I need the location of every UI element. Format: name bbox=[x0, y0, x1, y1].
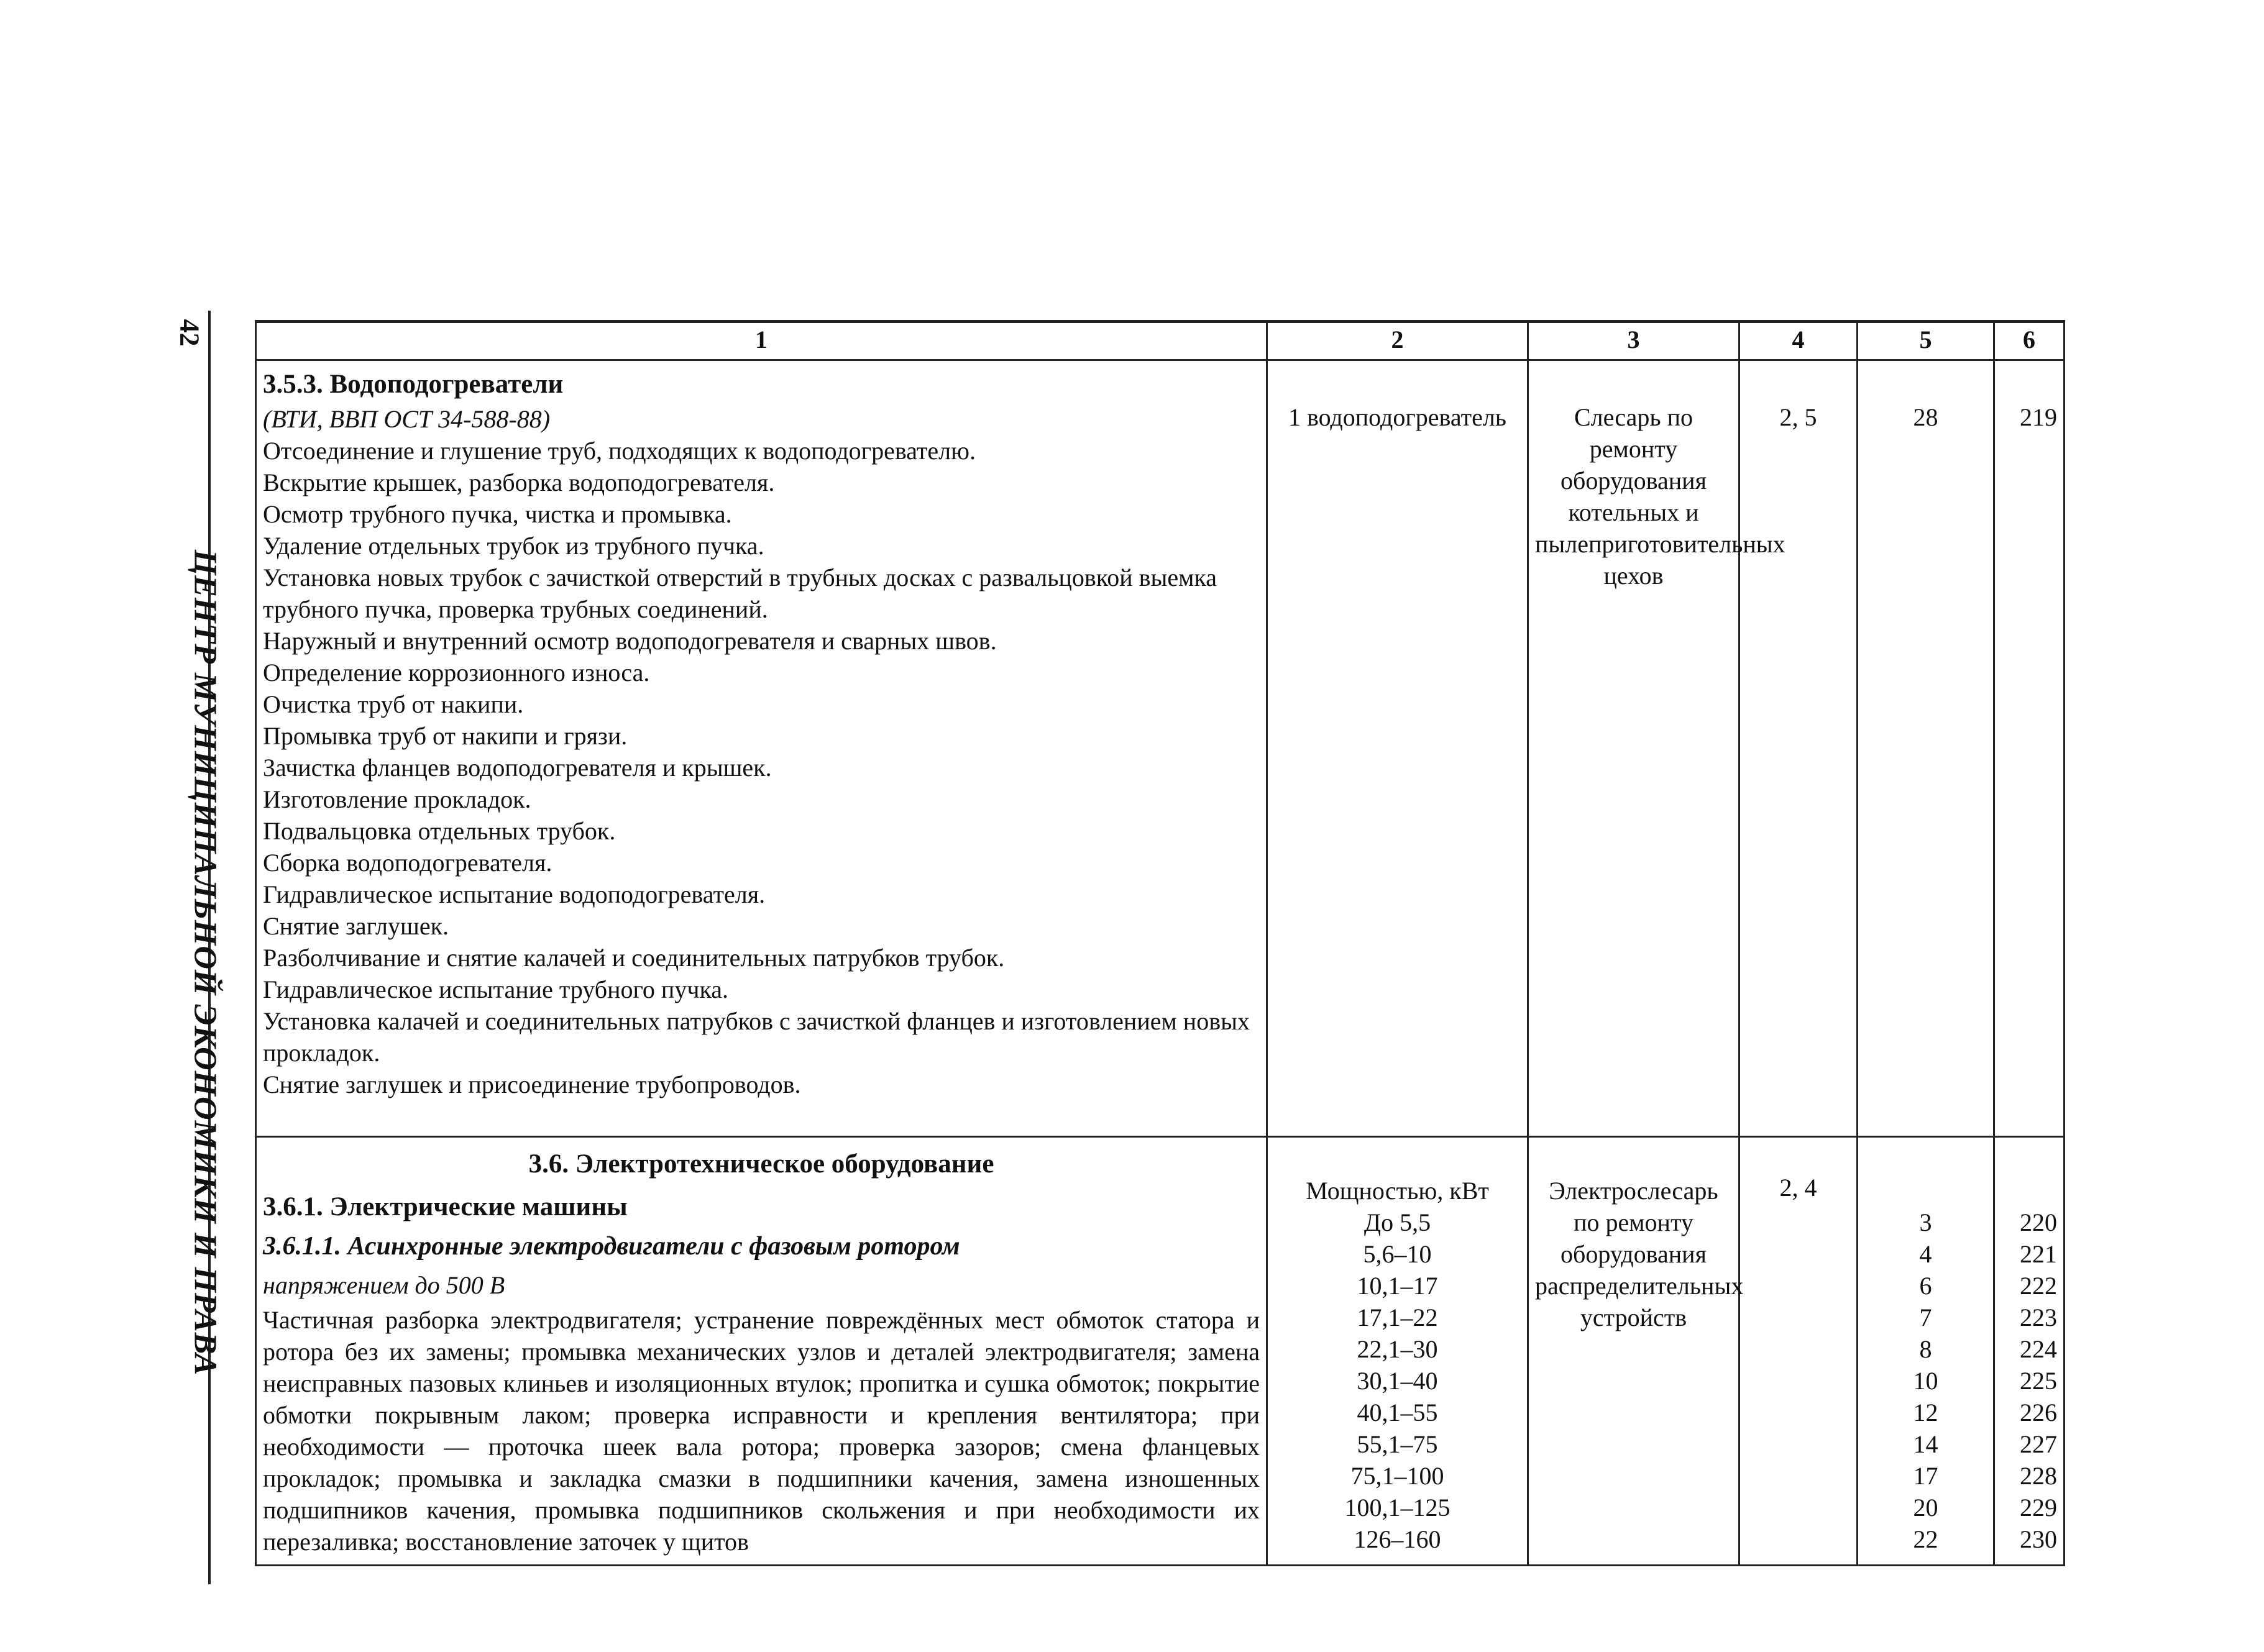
worker-cell: Электрослесарь по ремонту оборудования распределительных устройств bbox=[1528, 1137, 1739, 1566]
section-subtitle: (ВТИ, ВВП ОСТ 34-588-88) bbox=[263, 405, 551, 433]
norm-cell: 28 bbox=[1858, 360, 1994, 1137]
list-item: 3 bbox=[1919, 1208, 1932, 1236]
list-item: Зачистка фланцев водоподогревателя и крышек. bbox=[263, 754, 772, 782]
norms-cell bbox=[1858, 1137, 1994, 1566]
header-row bbox=[256, 322, 2065, 360]
list-item: 12 bbox=[1913, 1399, 1938, 1426]
table-row bbox=[256, 1137, 2065, 1566]
list-item: Разболчивание и снятие калачей и соединительных патрубков трубок. bbox=[263, 944, 1005, 972]
list-item: 17,1–22 bbox=[1357, 1303, 1438, 1331]
list-item: 10 bbox=[1913, 1367, 1938, 1395]
list-item: Осмотр трубного пучка, чистка и промывка. bbox=[263, 500, 732, 528]
codes-list bbox=[2001, 1207, 2057, 1555]
list-item: 225 bbox=[2020, 1367, 2057, 1395]
norms-list bbox=[1864, 1207, 1987, 1555]
list-item: Снятие заглушек. bbox=[263, 912, 449, 940]
list-item: 40,1–55 bbox=[1357, 1399, 1438, 1426]
list-item: Очистка труб от накипи. bbox=[263, 690, 524, 718]
unit-cell: 1 водоподогреватель bbox=[1267, 360, 1528, 1137]
list-item: 75,1–100 bbox=[1350, 1462, 1444, 1490]
list-item: Наружный и внутренний осмотр водоподогревателя и сварных швов. bbox=[263, 627, 997, 655]
list-item: 221 bbox=[2020, 1240, 2057, 1268]
list-item: Установка новых трубок с зачисткой отверстий в трубных досках с развальцовкой выемка трубного пучка, проверка трубных соединений. bbox=[263, 564, 1217, 623]
list-item: 22,1–30 bbox=[1357, 1335, 1438, 1363]
grade-cell: 2, 4 bbox=[1739, 1137, 1858, 1566]
col-header-5: 5 bbox=[1858, 322, 1994, 360]
list-item: Подвальцовка отдельных трубок. bbox=[263, 817, 616, 845]
list-item: Отсоединение и глушение труб, подходящих к водоподогревателю. bbox=[263, 437, 976, 465]
list-item: 14 bbox=[1913, 1430, 1938, 1458]
list-item: Гидравлическое испытание водоподогревателя. bbox=[263, 880, 766, 908]
list-item: Промывка труб от накипи и грязи. bbox=[263, 722, 628, 750]
table-row bbox=[256, 360, 2065, 1137]
col-header-4: 4 bbox=[1739, 322, 1858, 360]
side-running-title: ЦЕНТР МУНИЦИПАЛЬНОЙ ЭКОНОМИКИ И ПРАВА bbox=[187, 549, 223, 1376]
col-header-6: 6 bbox=[1994, 322, 2065, 360]
list-item: 30,1–40 bbox=[1357, 1367, 1438, 1395]
grade-cell: 2, 5 bbox=[1739, 360, 1858, 1137]
list-item: До 5,5 bbox=[1363, 1208, 1431, 1236]
col-header-1: 1 bbox=[256, 322, 1267, 360]
list-item: Определение коррозионного износа. bbox=[263, 659, 650, 687]
worker-cell: Слесарь по ремонту оборудования котельных и пылеприготовительных цехов bbox=[1528, 360, 1739, 1137]
list-item: 7 bbox=[1919, 1303, 1932, 1331]
description-cell bbox=[256, 1137, 1267, 1566]
subsubsection-heading: 3.6.1.1. Асинхронные электродвигатели с фазовым ротором bbox=[263, 1232, 960, 1261]
list-item: 227 bbox=[2020, 1430, 2057, 1458]
list-item: 10,1–17 bbox=[1357, 1272, 1438, 1300]
power-cell bbox=[1267, 1137, 1528, 1566]
section-title: 3.5.3. Водоподогреватели bbox=[263, 370, 564, 399]
list-item: 5,6–10 bbox=[1363, 1240, 1432, 1268]
list-item: 17 bbox=[1913, 1462, 1938, 1490]
power-list bbox=[1274, 1207, 1521, 1555]
list-item: Гидравлическое испытание трубного пучка. bbox=[263, 975, 729, 1003]
description-text: Частичная разборка электродвигателя; устранение повреждённых мест обмоток статора и ротора без их замены; промывка механических узлов и деталей электродвигателя; замена неисправных пазовых клиньев и изоляционных втулок; пропитка и сушка обмоток; покрытие обмотки покрывным лаком; проверка исправности и крепления вентилятора; при необходимости — проточка шеек вала ротора; проверка зазоров; смена фланцевых прокладок; промывка и закладка смазки в подшипники качения, замена изношенных подшипников качения, промывка подшипников скольжения и при необходимости их перезаливка; восстановление заточек у щитов bbox=[263, 1306, 1260, 1556]
subsection-heading: 3.6.1. Электрические машины bbox=[263, 1192, 628, 1221]
list-item: Вскрытие крышек, разборка водоподогревателя. bbox=[263, 468, 775, 496]
operations-cell bbox=[256, 360, 1267, 1137]
list-item: Удаление отдельных трубок из трубного пучка. bbox=[263, 532, 764, 560]
section-heading: 3.6. Электротехническое оборудование bbox=[528, 1149, 994, 1179]
list-item: 6 bbox=[1919, 1272, 1932, 1300]
list-item: 223 bbox=[2020, 1303, 2057, 1331]
col-header-2: 2 bbox=[1267, 322, 1528, 360]
power-label: Мощностью, кВт bbox=[1306, 1177, 1489, 1205]
list-item: 4 bbox=[1919, 1240, 1932, 1268]
list-item: 55,1–75 bbox=[1357, 1430, 1438, 1458]
codes-cell bbox=[1994, 1137, 2065, 1566]
list-item: 222 bbox=[2020, 1272, 2057, 1300]
list-item: 20 bbox=[1913, 1494, 1938, 1522]
code-cell: 219 bbox=[1994, 360, 2065, 1137]
list-item: 230 bbox=[2020, 1525, 2057, 1553]
list-item: Сборка водоподогревателя. bbox=[263, 849, 552, 877]
norms-table bbox=[255, 320, 2065, 1566]
voltage-note: напряжением до 500 В bbox=[263, 1271, 505, 1299]
list-item: Изготовление прокладок. bbox=[263, 785, 531, 813]
list-item: 220 bbox=[2020, 1208, 2057, 1236]
list-item: 224 bbox=[2020, 1335, 2057, 1363]
list-item: 126–160 bbox=[1354, 1525, 1441, 1553]
page-number: 42 bbox=[174, 319, 205, 347]
list-item: 226 bbox=[2020, 1399, 2057, 1426]
list-item: Снятие заглушек и присоединение трубопроводов. bbox=[263, 1070, 801, 1098]
list-item: 228 bbox=[2020, 1462, 2057, 1490]
operations-list bbox=[263, 435, 1260, 1100]
list-item: 229 bbox=[2020, 1494, 2057, 1522]
col-header-3: 3 bbox=[1528, 322, 1739, 360]
list-item: 8 bbox=[1919, 1335, 1932, 1363]
list-item: 100,1–125 bbox=[1344, 1494, 1451, 1522]
list-item: Установка калачей и соединительных патрубков с зачисткой фланцев и изготовлением новых прокладок. bbox=[263, 1007, 1250, 1067]
list-item: 22 bbox=[1913, 1525, 1938, 1553]
